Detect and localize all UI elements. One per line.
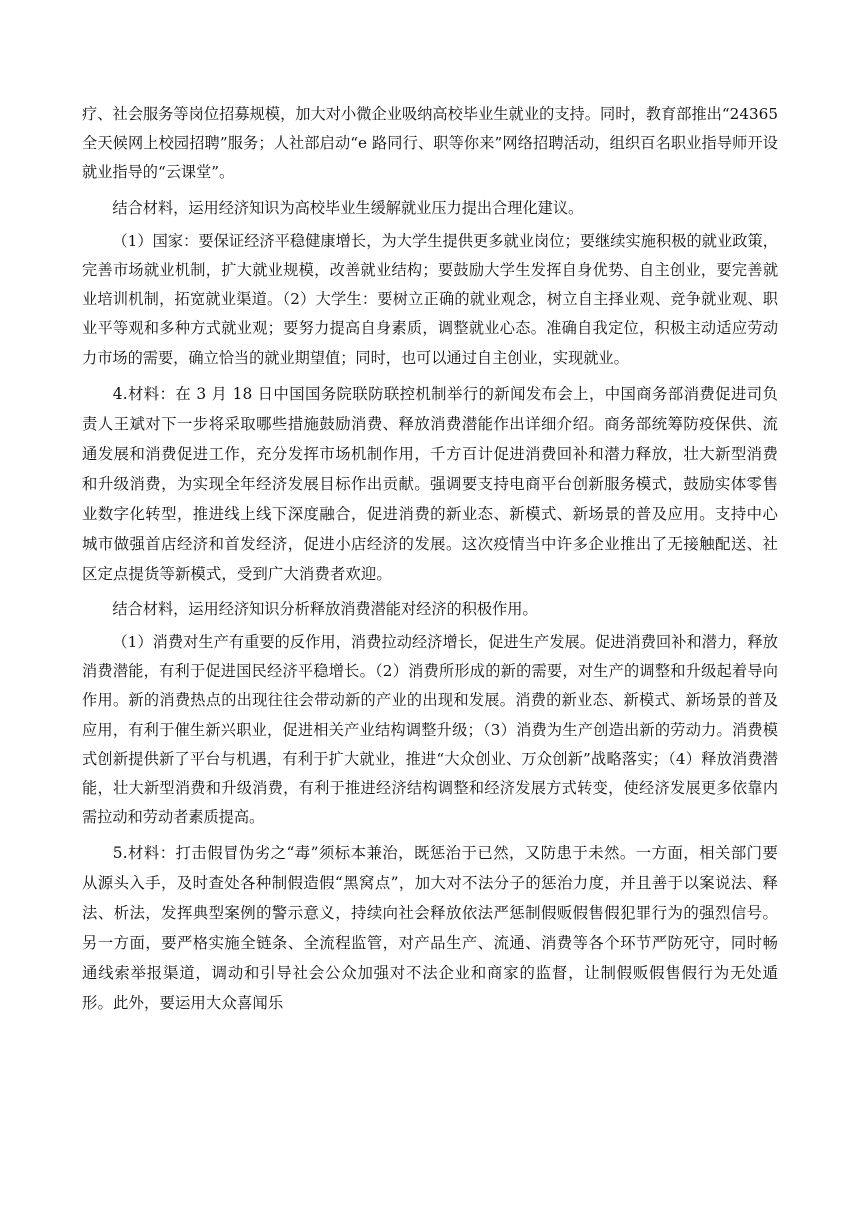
question-4-prompt: 结合材料，运用经济知识分析释放消费潜能对经济的积极作用。: [112, 599, 538, 618]
material-4: 4.材料：在 3 月 18 日中国国务院联防联控机制举行的新闻发布会上，中国商务部消费促进司负责人王斌对下一步将采取哪些措施鼓励消费、释放消费潜能作出详细介绍。商务部统筹防疫保供、流通发展和消费促进工作，充分发挥市场机制作用，千方百计促进消费回补和潜力释放，壮大新型消费和升级消费，为实现全年经济发展目标作出贡献。强调要支持电商平台创新服务模式，鼓励实体零售业数字化转型，推进线上线下深度融合，促进消费的新业态、新模式、新场景的普及应用。支持中心城市做强首店经济和首发经济，促进小店经济的发展。这次疫情当中许多企业推出了无接触配送、社区定点提货等新模式，受到广大消费者欢迎。: [82, 384, 778, 583]
document-body: [82, 100, 778, 1018]
question-3-prompt: 结合材料，运用经济知识为高校毕业生缓解就业压力提出合理化建议。: [112, 198, 584, 217]
answer-4: （1）消费对生产有重要的反作用，消费拉动经济增长，促进生产发展。促进消费回补和潜力，释放消费潜能，有利于促进国民经济平稳增长。（2）消费所形成的新的需要，对生产的调整和升级起着导向作用。新的消费热点的出现往往会带动新的产业的出现和发展。消费的新业态、新模式、新场景的普及应用，有利于催生新兴职业，促进相关产业结构调整升级；（3）消费为生产创造出新的劳动力。消费模式创新提供新了平台与机遇，有利于扩大就业，推进“大众创业、万众创新”战略落实；（4）释放消费潜能，壮大新型消费和升级消费，有利于推进经济结构调整和经济发展方式转变，使经济发展更多依靠内需拉动和劳动者素质提高。: [82, 633, 778, 827]
paragraph-material-3-continued: 疗、社会服务等岗位招募规模，加大对小微企业吸纳高校毕业生就业的支持。同时，教育部推出“24365 全天候网上校园招聘”服务；人社部启动“e 路同行、职等你来”网络招聘活动，组织百名职业指导师开设就业指导的“云课堂”。: [82, 105, 778, 182]
answer-3: （1）国家：要保证经济平稳健康增长，为大学生提供更多就业岗位；要继续实施积极的就业政策，完善市场就业机制，扩大就业规模，改善就业结构；要鼓励大学生发挥自身优势、自主创业，要完善就业培训机制，拓宽就业渠道。（2）大学生：要树立正确的就业观念，树立自主择业观、竞争就业观、职业平等观和多种方式就业观；要努力提高自身素质，调整就业心态。准确自我定位，积极主动适应劳动力市场的需要，确立恰当的就业期望值；同时，也可以通过自主创业，实现就业。: [82, 231, 778, 367]
material-5: 5.材料：打击假冒伪劣之“毒”须标本兼治，既惩治于已然，又防患于未然。一方面，相关部门要从源头入手，及时查处各种制假造假“黑窝点”，加大对不法分子的惩治力度，并且善于以案说法、释法、析法，发挥典型案例的警示意义，持续向社会释放依法严惩制假贩假售假犯罪行为的强烈信号。另一方面，要严格实施全链条、全流程监管，对产品生产、流通、消费等各个环节严防死守，同时畅通线索举报渠道，调动和引导社会公众加强对不法企业和商家的监督，让制假贩假售假行为无处遁形。此外，要运用大众喜闻乐: [82, 844, 778, 1013]
